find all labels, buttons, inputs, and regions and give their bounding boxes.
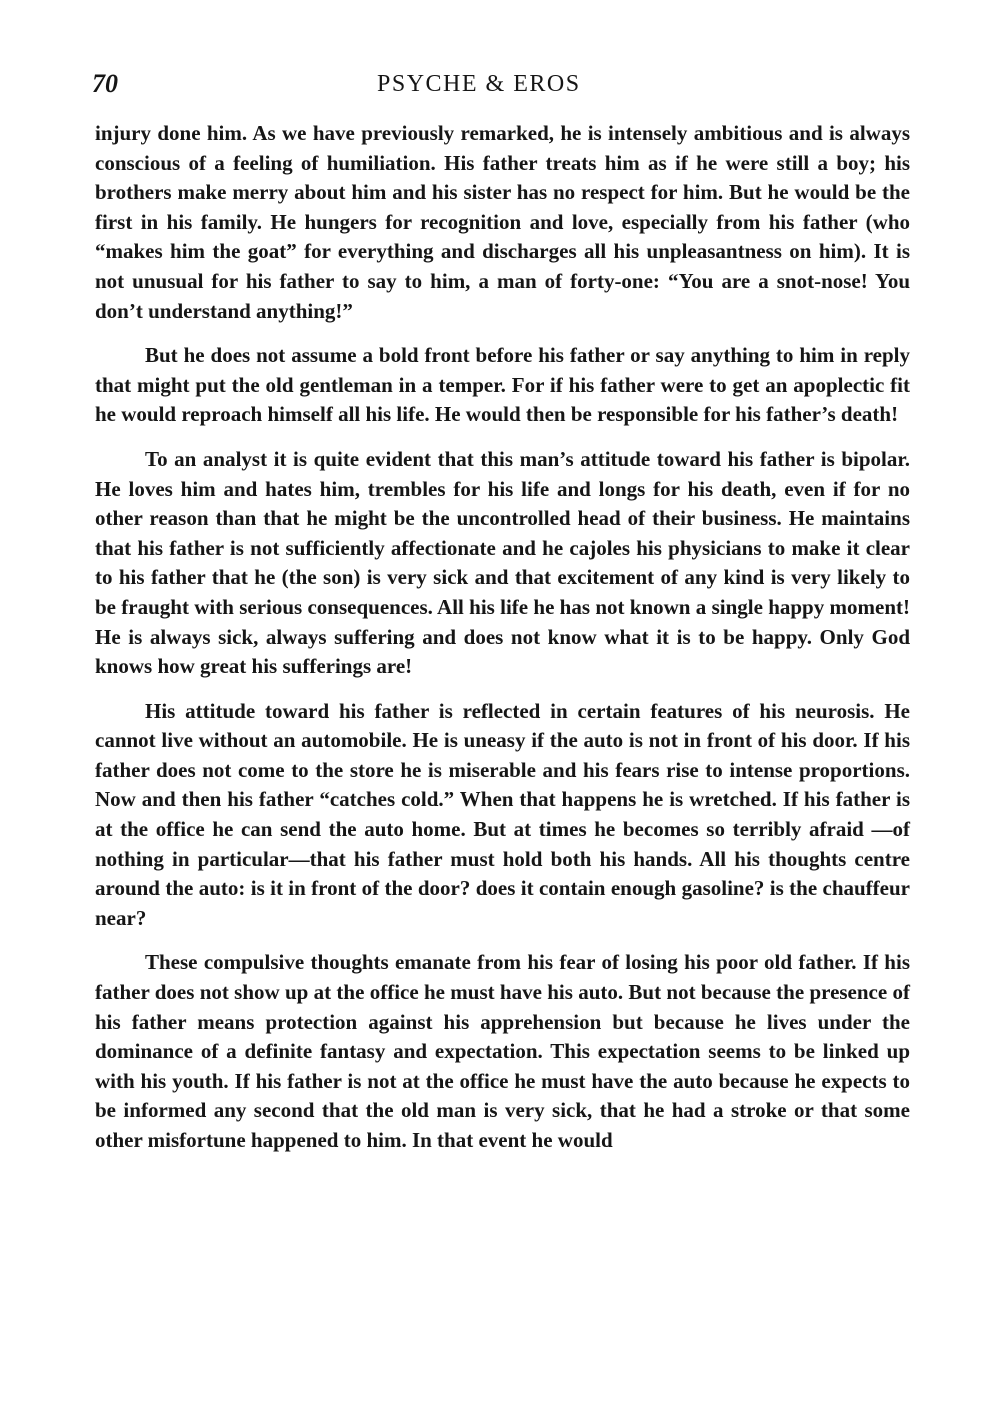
paragraph: His attitude toward his father is reflected in certain features of his neurosis. He cannot live without an automobile. He is uneasy if the auto is not in front of his door. If his father does not come to the store he is miserable and his fears rise to intense proportions. Now and then his father “catches cold.” When that happens he is wretched. If his father is at the office he can send the auto home. But at times he becomes so terribly afraid —of nothing in particular—that his father must hold both his hands. All his thoughts centre around the auto: is it in front of the door? does it contain enough gasoline? is the chauffeur near? [95,698,910,930]
page-number: 70 [92,69,118,98]
running-head [92,64,910,104]
paragraph: These compulsive thoughts emanate from his fear of losing his poor old father. If his father does not show up at the office he must have his auto. But not because the presence of his father means protection against his apprehension but because he lives under the dominance of a definite fantasy and expectation. This expectation seems to be linked up with his youth. If his father is not at the office he must have the auto because he expects to be informed any second that the old man is very sick, that he had a stroke or that some other misfortune happened to him. In that event he would [95,950,910,1152]
paragraph: To an analyst it is quite evident that this man’s attitude toward his father is bipolar. He loves him and hates him, trembles for his life and longs for his death, even if for no other reason than that he might be the uncontrolled head of their business. He maintains that his father is not sufficiently affectionate and he cajoles his physicians to make it clear to his father that he (the son) is very sick and that excitement of any kind is very likely to be fraught with serious consequences. All his life he has not known a single happy moment! He is always sick, always suffering and does not know what it is to be happy. Only God knows how great his sufferings are! [95,446,910,679]
paragraph-continued: injury done him. As we have previously remarked, he is intensely ambitious and is always conscious of a feeling of humiliation. His father treats him as if he were still a boy; his brothers make merry about him and his sister has no respect for him. But he would be the first in his family. He hungers for recognition and love, especially from his father (who “makes him the goat” for everything and discharges all his unpleasantness on him). It is not unusual for his father to say to him, a man of forty-one: “You are a snot-nose! You don’t understand anything!” [95,121,910,323]
body-text [95,119,910,1171]
paragraph: But he does not assume a bold front before his father or say anything to him in reply that might put the old gentleman in a temper. For if his father were to get an apoplectic fit he would reproach himself all his life. He would then be responsible for his father’s death! [95,343,910,427]
book-title: PSYCHE & EROS [377,71,581,97]
